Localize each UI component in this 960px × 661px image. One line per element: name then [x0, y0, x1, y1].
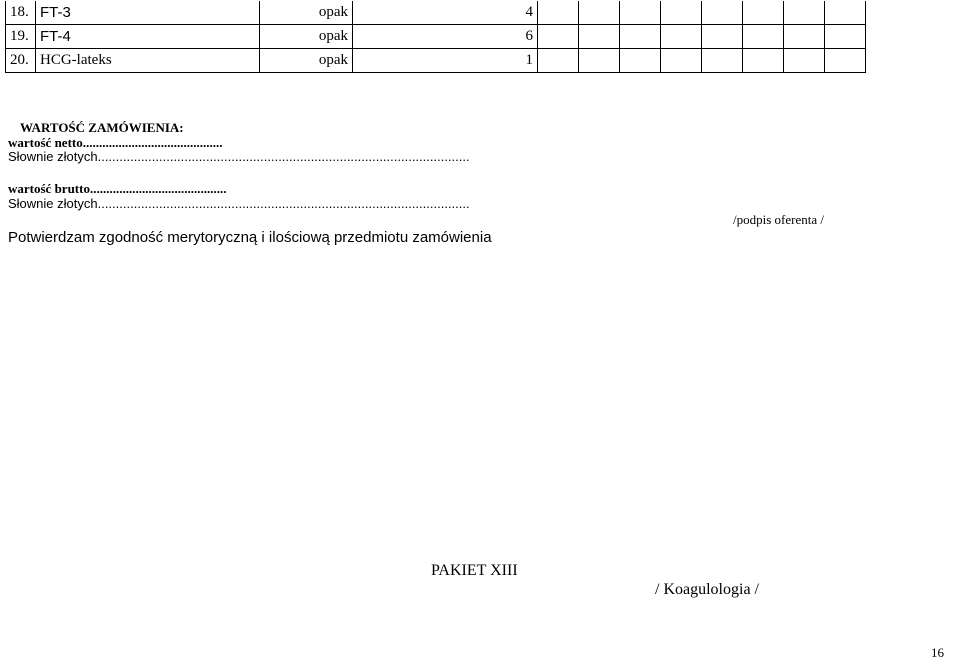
- empty-cell: [620, 1, 661, 25]
- empty-cell: [538, 25, 579, 49]
- gross-value-label: wartość brutto..........................................: [8, 181, 227, 196]
- empty-cell: [784, 1, 825, 25]
- table-row: [6, 25, 866, 49]
- empty-cell: [661, 49, 702, 73]
- row-number: 19.: [6, 25, 36, 49]
- empty-cell: [538, 1, 579, 25]
- empty-cell: [743, 49, 784, 73]
- empty-cell: [784, 49, 825, 73]
- confirmation-text: Potwierdzam zgodność merytoryczną i ilościową przedmiotu zamówienia: [8, 229, 492, 246]
- empty-cell: [743, 25, 784, 49]
- empty-cell: [825, 25, 866, 49]
- item-name: FT-3: [36, 1, 260, 25]
- page-number: 16: [931, 645, 944, 660]
- empty-cell: [825, 1, 866, 25]
- empty-cell: [661, 1, 702, 25]
- empty-cell: [538, 49, 579, 73]
- item-quantity: 1: [353, 49, 538, 73]
- empty-cell: [702, 1, 743, 25]
- gross-value-in-words: Słownie złotych.......................................................................................................: [8, 196, 470, 211]
- empty-cell: [743, 1, 784, 25]
- item-quantity: 4: [353, 1, 538, 25]
- empty-cell: [579, 25, 620, 49]
- table-row: [6, 1, 866, 25]
- package-heading: PAKIET XIII: [431, 562, 518, 579]
- empty-cell: [661, 25, 702, 49]
- empty-cell: [620, 49, 661, 73]
- item-name: FT-4: [36, 25, 260, 49]
- item-unit: opak: [260, 1, 353, 25]
- empty-cell: [579, 49, 620, 73]
- item-unit: opak: [260, 49, 353, 73]
- item-unit: opak: [260, 25, 353, 49]
- net-value-in-words: Słownie złotych.......................................................................................................: [8, 149, 470, 164]
- table-row: [6, 49, 866, 73]
- item-quantity: 6: [353, 25, 538, 49]
- empty-cell: [579, 1, 620, 25]
- row-number: 18.: [6, 1, 36, 25]
- item-name: HCG-lateks: [36, 49, 260, 73]
- order-value-title: WARTOŚĆ ZAMÓWIENIA:: [20, 120, 184, 135]
- package-subtitle: / Koagulologia /: [655, 581, 759, 598]
- empty-cell: [702, 25, 743, 49]
- empty-cell: [825, 49, 866, 73]
- signature-label: /podpis oferenta /: [733, 212, 824, 227]
- empty-cell: [784, 25, 825, 49]
- empty-cell: [620, 25, 661, 49]
- empty-cell: [702, 49, 743, 73]
- net-value-label: wartość netto...........................................: [8, 135, 223, 150]
- items-table: [5, 1, 866, 73]
- row-number: 20.: [6, 49, 36, 73]
